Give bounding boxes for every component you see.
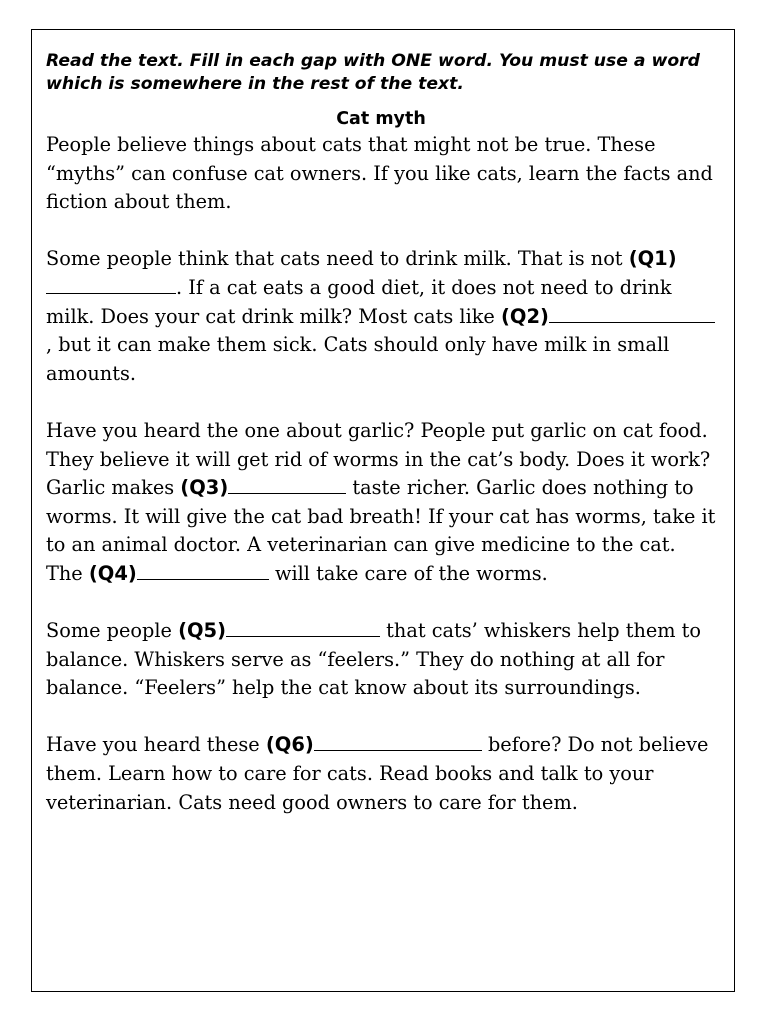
instructions: Read the text. Fill in each gap with ONE word. You must use a word which is somewhere in the rest of the text. — [46, 51, 700, 94]
paragraph-text: . If a cat eats a good diet, it does not need to drink milk. Does your cat drink milk? Most cats like — [46, 275, 672, 328]
paragraph-text: Have you heard these — [46, 733, 266, 757]
paragraph-text: taste richer. Garlic does nothing to worms. It will give the cat bad breath! If your cat has worms, take it to an animal doctor. A veterinarian can give medicine to the cat. The — [46, 476, 716, 585]
gap-blank-q6[interactable] — [314, 732, 482, 751]
question-label-q2: (Q2) — [500, 304, 549, 328]
passage-title: Cat myth — [336, 109, 426, 129]
paragraph-text: will take care of the worms. — [268, 561, 548, 585]
paragraph-text: before? Do not believe them. Learn how to care for cats. Read books and talk to your veterinarian. Cats need good owners to care for them. — [46, 733, 709, 814]
paragraph-text: Some people — [46, 619, 179, 643]
worksheet-content — [46, 50, 716, 846]
paragraph-3 — [46, 417, 716, 589]
paragraph-text: Have you heard the one about garlic? People put garlic on cat food. They believe it will get rid of worms in the cat’s body. Does it work? Garlic makes — [46, 418, 711, 500]
question-label-q6: (Q6) — [265, 733, 314, 757]
paragraph-5 — [46, 731, 716, 817]
gap-blank-q3[interactable] — [228, 475, 346, 494]
question-label-q4: (Q4) — [88, 561, 137, 585]
question-label-q1: (Q1) — [628, 247, 677, 271]
gap-blank-q5[interactable] — [226, 618, 380, 637]
gap-blank-q2[interactable] — [549, 304, 715, 323]
gap-blank-q1[interactable] — [46, 275, 176, 294]
paragraph-text: that cats’ whiskers help them to balance. Whiskers serve as “feelers.” They do nothing at all for balance. “Feelers” help the cat know about its surroundings. — [46, 619, 702, 700]
paragraph-text: , but it can make them sick. Cats should only have milk in small amounts. — [46, 333, 670, 385]
paragraph-2 — [46, 245, 716, 388]
paragraph-4 — [46, 617, 716, 703]
question-label-q3: (Q3) — [180, 476, 229, 500]
paragraph-text: Some people think that cats need to drink milk. That is not — [46, 247, 629, 271]
gap-blank-q4[interactable] — [137, 561, 269, 580]
paragraph-1: People believe things about cats that might not be true. These “myths” can confuse cat owners. If you like cats, learn the facts and fiction about them. — [46, 133, 713, 214]
question-label-q5: (Q5) — [178, 619, 227, 643]
